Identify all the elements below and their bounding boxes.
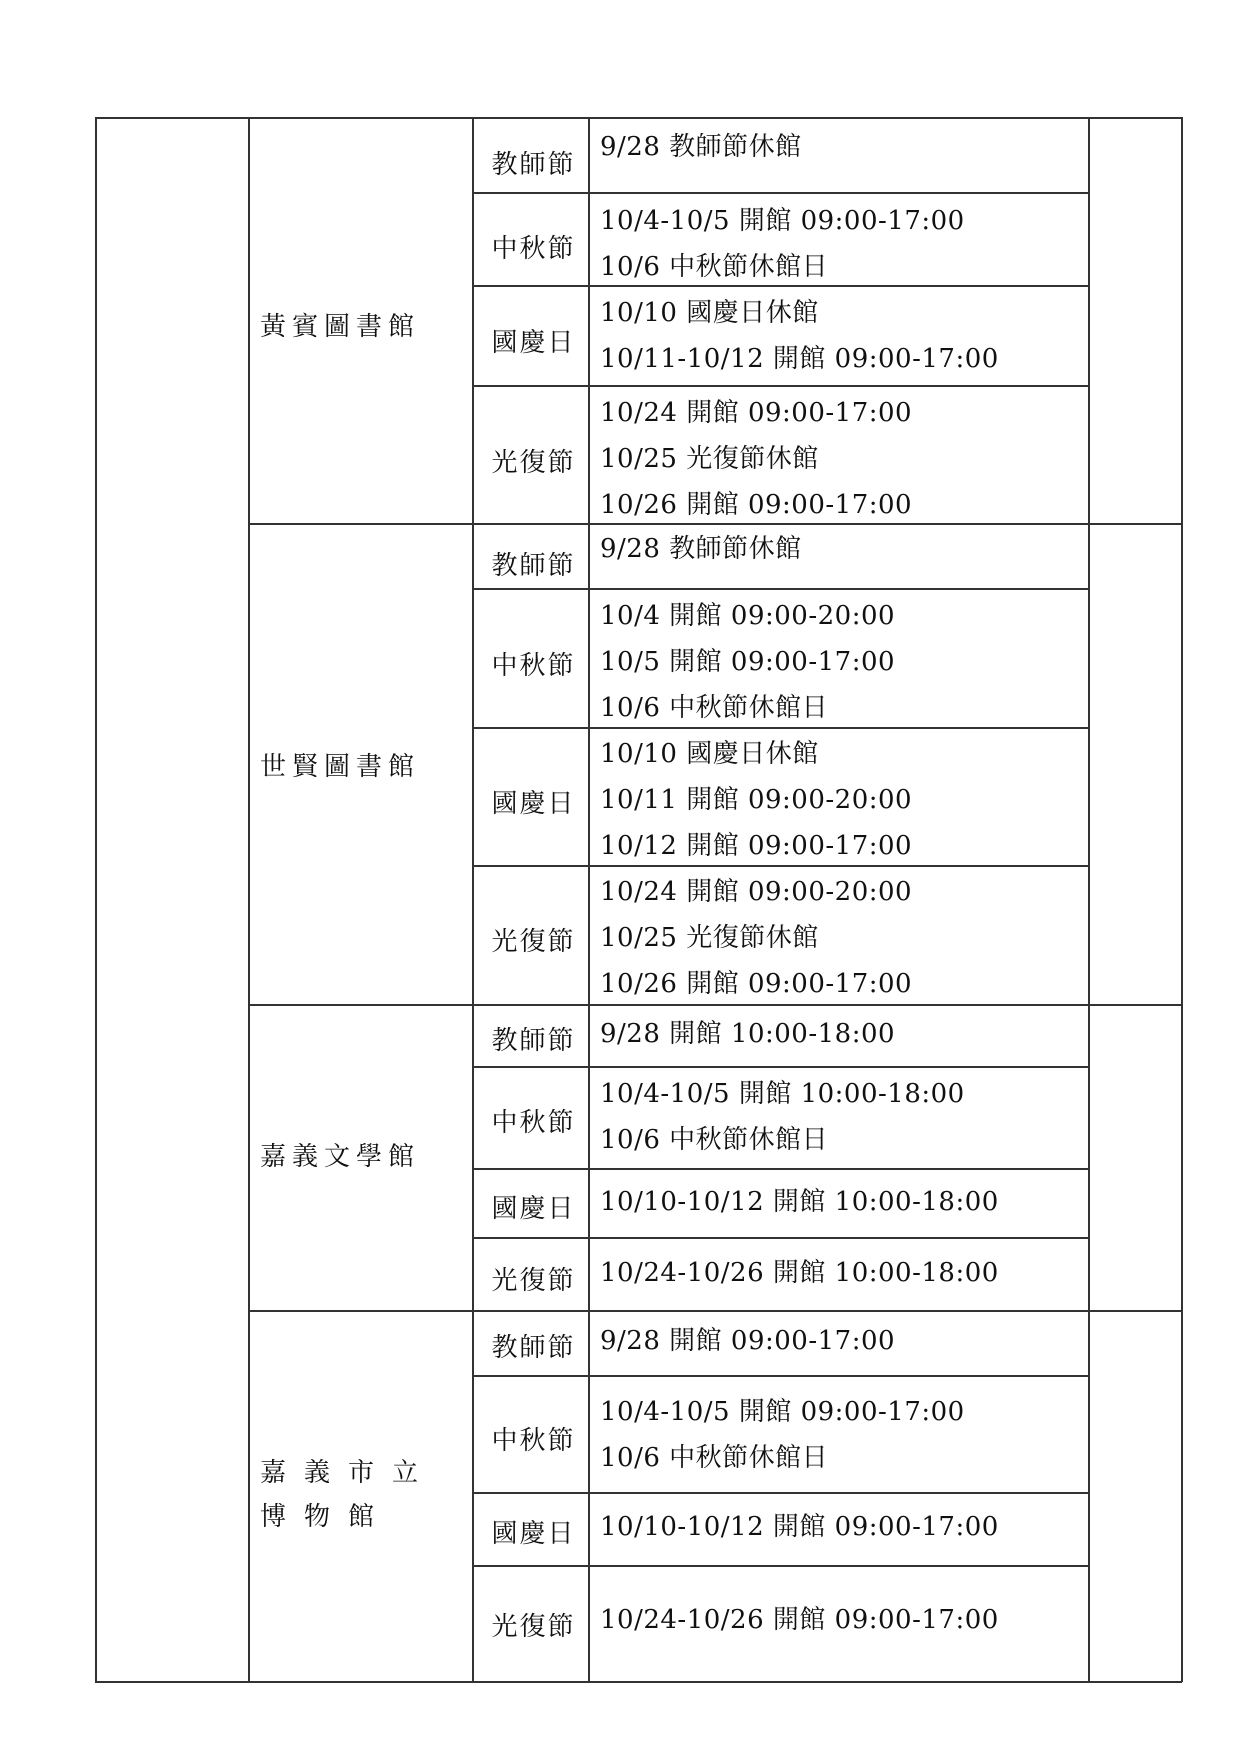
- schedule-line: 10/6 中秋節休館日: [600, 252, 829, 282]
- row-divider: [472, 588, 1089, 590]
- schedule-line: 9/28 開館 09:00-17:00: [600, 1326, 896, 1356]
- schedule-cell: [600, 731, 912, 869]
- table-border-top: [95, 117, 1182, 119]
- schedule-cell: [600, 526, 802, 572]
- venue-name: 嘉義市立博物館: [260, 1458, 437, 1532]
- schedule-cell: [600, 290, 999, 382]
- schedule-line: 10/10-10/12 開館 10:00-18:00: [600, 1187, 999, 1217]
- schedule-line: 10/10 國慶日休館: [600, 739, 819, 769]
- holiday-label: 中秋節: [491, 1108, 576, 1138]
- holiday-label: 教師節: [491, 150, 576, 180]
- table-border-bottom: [95, 1681, 1182, 1683]
- schedule-cell: [600, 1250, 999, 1296]
- holiday-label: 國慶日: [491, 1194, 576, 1224]
- table-border-right: [1181, 117, 1183, 1682]
- schedule-cell: [600, 1179, 999, 1225]
- schedule-line: 10/12 開館 09:00-17:00: [600, 831, 913, 861]
- row-divider: [472, 385, 1089, 387]
- schedule-line: 10/24 開館 09:00-17:00: [600, 398, 913, 428]
- schedule-cell: [600, 1504, 999, 1550]
- schedule-cell: [600, 869, 912, 1007]
- row-divider: [472, 1237, 1089, 1239]
- schedule-line: 10/24-10/26 開館 10:00-18:00: [600, 1258, 999, 1288]
- holiday-label: 光復節: [491, 1266, 576, 1296]
- schedule-line: 10/25 光復節休館: [600, 923, 819, 953]
- schedule-cell: [600, 593, 895, 731]
- schedule-cell: [600, 1071, 965, 1163]
- schedule-line: 10/11 開館 09:00-20:00: [600, 785, 913, 815]
- holiday-label: 光復節: [491, 1612, 576, 1642]
- venue-name: 嘉義文學館: [260, 1142, 421, 1172]
- venue-name: 黃賓圖書館: [260, 312, 421, 342]
- schedule-line: 10/24-10/26 開館 09:00-17:00: [600, 1605, 999, 1635]
- schedule-line: 10/10 國慶日休館: [600, 298, 819, 328]
- holiday-label: 教師節: [491, 551, 576, 581]
- schedule-line: 10/4-10/5 開館 10:00-18:00: [600, 1079, 965, 1109]
- schedule-cell: [600, 1389, 965, 1481]
- row-divider: [472, 1066, 1089, 1068]
- holiday-label: 光復節: [491, 927, 576, 957]
- schedule-cell: [600, 390, 912, 528]
- holiday-label: 國慶日: [491, 328, 576, 358]
- schedule-line: 10/4 開館 09:00-20:00: [600, 601, 896, 631]
- venue-name: 世賢圖書館: [260, 752, 421, 782]
- schedule-line: 10/6 中秋節休館日: [600, 693, 829, 723]
- schedule-line: 10/11-10/12 開館 09:00-17:00: [600, 344, 999, 374]
- schedule-line: 10/26 開館 09:00-17:00: [600, 490, 913, 520]
- schedule-cell: [600, 124, 802, 170]
- schedule-line: 10/24 開館 09:00-20:00: [600, 877, 913, 907]
- schedule-line: 10/4-10/5 開館 09:00-17:00: [600, 206, 965, 236]
- schedule-cell: [600, 1597, 999, 1643]
- row-divider: [472, 192, 1089, 194]
- row-divider: [472, 1168, 1089, 1170]
- schedule-line: 9/28 教師節休館: [600, 534, 802, 564]
- row-divider: [472, 1375, 1089, 1377]
- schedule-line: 10/4-10/5 開館 09:00-17:00: [600, 1397, 965, 1427]
- holiday-label: 中秋節: [491, 1426, 576, 1456]
- holiday-label: 教師節: [491, 1333, 576, 1363]
- holiday-label: 中秋節: [491, 651, 576, 681]
- schedule-line: 9/28 教師節休館: [600, 132, 802, 162]
- column-divider: [1088, 117, 1090, 1682]
- holiday-label: 國慶日: [491, 789, 576, 819]
- schedule-line: 10/6 中秋節休館日: [600, 1443, 829, 1473]
- schedule-cell: [600, 1318, 895, 1364]
- holiday-label: 中秋節: [491, 234, 576, 264]
- table-border-left: [95, 117, 97, 1682]
- row-divider: [472, 1492, 1089, 1494]
- holiday-label: 國慶日: [491, 1519, 576, 1549]
- holiday-label: 教師節: [491, 1026, 576, 1056]
- schedule-line: 10/10-10/12 開館 09:00-17:00: [600, 1512, 999, 1542]
- row-divider: [472, 1565, 1089, 1567]
- schedule-cell: [600, 198, 965, 290]
- schedule-line: 10/5 開館 09:00-17:00: [600, 647, 896, 677]
- column-divider: [248, 117, 250, 1682]
- schedule-line: 10/25 光復節休館: [600, 444, 819, 474]
- schedule-line: 10/6 中秋節休館日: [600, 1125, 829, 1155]
- column-divider: [472, 117, 474, 1682]
- schedule-line: 9/28 開館 10:00-18:00: [600, 1019, 896, 1049]
- holiday-label: 光復節: [491, 448, 576, 478]
- schedule-line: 10/26 開館 09:00-17:00: [600, 969, 913, 999]
- venue-divider: [248, 1310, 1182, 1312]
- schedule-cell: [600, 1011, 895, 1057]
